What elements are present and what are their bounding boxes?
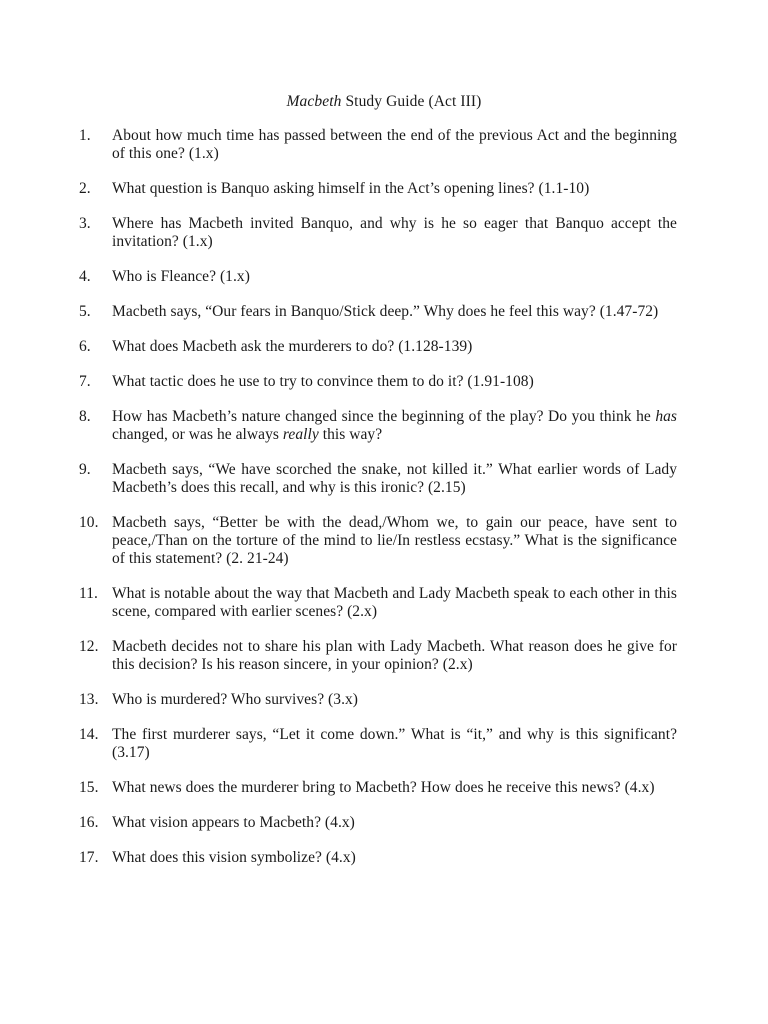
- question-text: What tactic does he use to try to convince them to do it? (1.91-108): [112, 373, 534, 390]
- question-item: [79, 408, 677, 444]
- question-text: Macbeth says, “We have scorched the snake, not killed it.” What earlier words of Lady Macbeth’s does this recall, and why is this ironic? (2.15): [112, 461, 677, 496]
- question-number: 11.: [79, 585, 98, 602]
- question-number: 9.: [79, 461, 91, 478]
- question-text-emphasis: really: [282, 426, 319, 443]
- question-number: 4.: [79, 268, 91, 285]
- question-text: What news does the murderer bring to Macbeth? How does he receive this news? (4.x): [112, 779, 655, 796]
- question-number: 8.: [79, 408, 91, 425]
- question-text-part: this way?: [318, 426, 383, 443]
- question-number: 1.: [79, 127, 91, 144]
- question-number: 3.: [79, 215, 91, 232]
- question-item: [79, 514, 677, 568]
- question-text-emphasis: has: [655, 408, 677, 425]
- title-rest: Study Guide (Act III): [341, 93, 482, 110]
- question-text: What question is Banquo asking himself in the Act’s opening lines? (1.1-10): [112, 180, 590, 197]
- question-text: What does Macbeth ask the murderers to do? (1.128-139): [112, 338, 473, 355]
- question-item: [79, 691, 677, 709]
- question-text: Macbeth decides not to share his plan with Lady Macbeth. What reason does he give for this decision? Is his reason sincere, in your opinion? (2.x): [112, 638, 677, 673]
- question-number: 13.: [79, 691, 99, 708]
- question-item: [79, 585, 677, 621]
- question-text: Macbeth says, “Better be with the dead,/Whom we, to gain our peace, have sent to peace,/Than on the torture of the mind to lie/In restless ecstasy.” What is the significance of this statement? (2. 21-24): [112, 514, 677, 567]
- question-number: 5.: [79, 303, 91, 320]
- question-item: [79, 338, 677, 356]
- question-number: 16.: [79, 814, 99, 831]
- question-text: Where has Macbeth invited Banquo, and why is he so eager that Banquo accept the invitation? (1.x): [112, 215, 677, 250]
- title-play-name: Macbeth: [286, 93, 342, 110]
- question-item: [79, 268, 677, 286]
- question-text: Macbeth says, “Our fears in Banquo/Stick deep.” Why does he feel this way? (1.47-72): [112, 303, 659, 320]
- question-text-part: changed, or was he always: [112, 426, 283, 443]
- question-text: About how much time has passed between the end of the previous Act and the beginning of this one? (1.x): [112, 127, 677, 162]
- question-list: [79, 127, 677, 884]
- question-number: 6.: [79, 338, 91, 355]
- question-item: [79, 127, 677, 163]
- question-item: [79, 373, 677, 391]
- question-number: 10.: [79, 514, 99, 531]
- question-number: 14.: [79, 726, 99, 743]
- page-title: [0, 92, 768, 111]
- question-text-part: How has Macbeth’s nature changed since the beginning of the play? Do you think he: [112, 408, 656, 425]
- question-text: What vision appears to Macbeth? (4.x): [112, 814, 355, 831]
- question-text: What does this vision symbolize? (4.x): [112, 849, 356, 866]
- question-item: [79, 638, 677, 674]
- question-item: [79, 461, 677, 497]
- question-item: [79, 814, 677, 832]
- question-item: [79, 726, 677, 762]
- question-item: [79, 215, 677, 251]
- question-text: Who is murdered? Who survives? (3.x): [112, 691, 359, 708]
- question-text: What is notable about the way that Macbeth and Lady Macbeth speak to each other in this scene, compared with earlier scenes? (2.x): [112, 585, 677, 620]
- question-number: 12.: [79, 638, 99, 655]
- question-number: 15.: [79, 779, 99, 796]
- question-text: The first murderer says, “Let it come down.” What is “it,” and why is this significant? (3.17): [112, 726, 677, 761]
- question-item: [79, 180, 677, 198]
- question-item: [79, 303, 677, 321]
- question-number: 17.: [79, 849, 99, 866]
- question-item: [79, 849, 677, 867]
- question-item: [79, 779, 677, 797]
- question-number: 7.: [79, 373, 91, 390]
- question-text: Who is Fleance? (1.x): [112, 268, 250, 285]
- question-number: 2.: [79, 180, 91, 197]
